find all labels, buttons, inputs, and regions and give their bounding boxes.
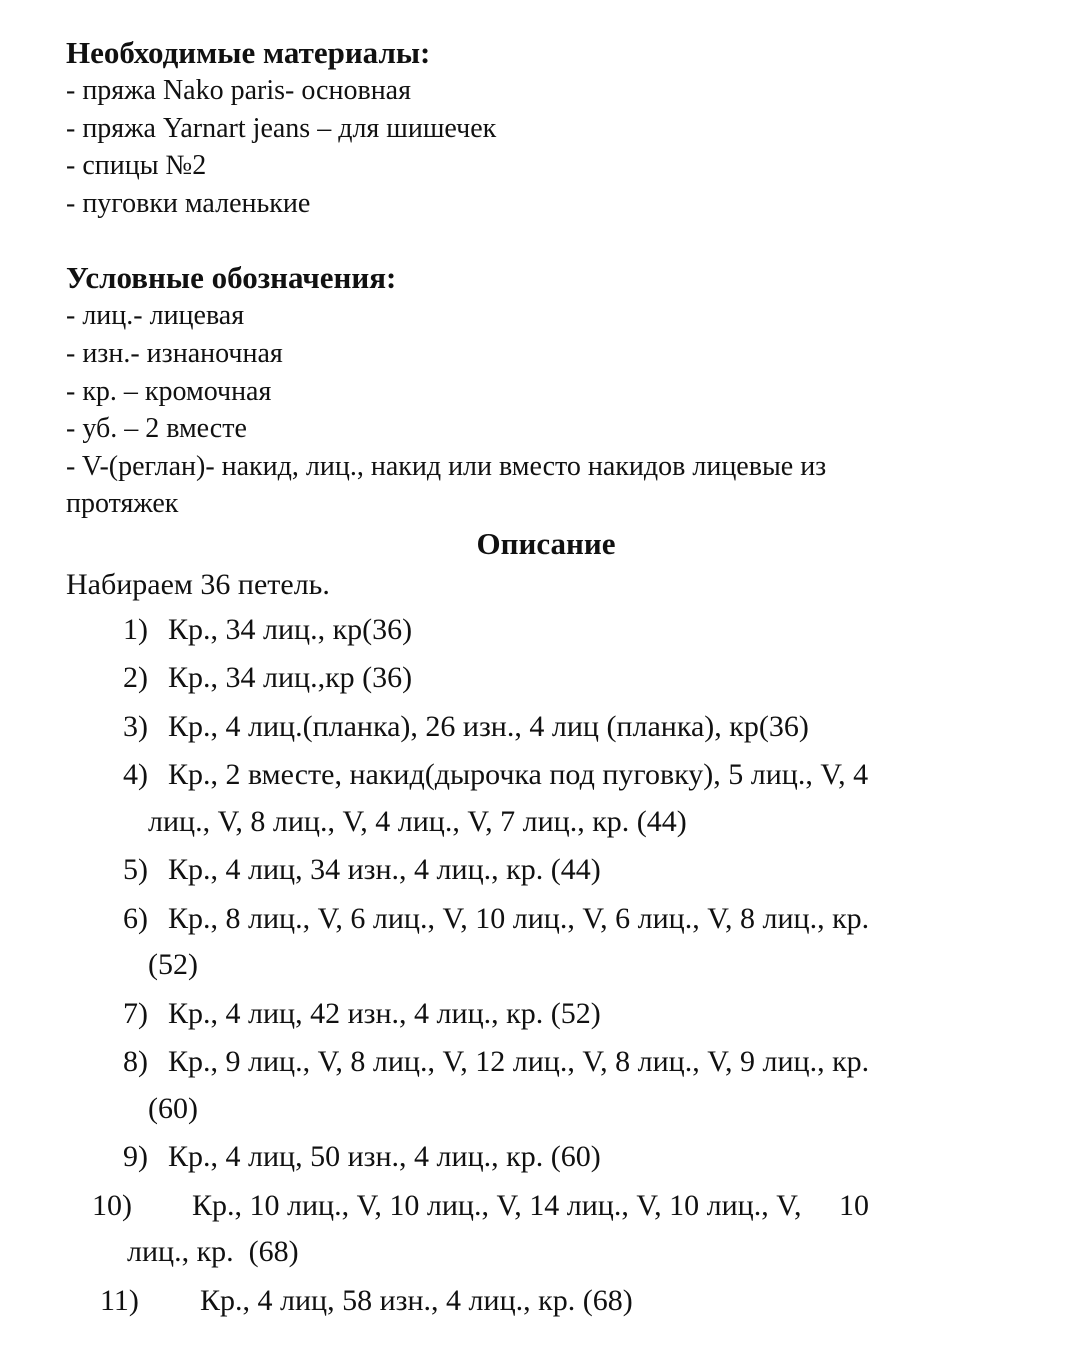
- step-number: 1): [123, 612, 148, 646]
- step-number: 6): [123, 901, 148, 935]
- step-number: 8): [123, 1045, 148, 1079]
- steps-list: [66, 607, 1026, 1325]
- step-text: Кр., 10 лиц., V, 10 лиц., V, 14 лиц., V, 10 лиц., V, 10: [192, 1188, 870, 1222]
- step-text: Кр., 4 лиц, 58 изн., 4 лиц., кр. (68): [200, 1283, 633, 1317]
- step-text: Кр., 34 лиц., кр(36): [168, 612, 413, 646]
- description-intro: Набираем 36 петель.: [66, 567, 330, 601]
- step-item: [66, 704, 1026, 751]
- step-text: Кр., 9 лиц., V, 8 лиц., V, 12 лиц., V, 8 лиц., V, 9 лиц., кр.: [168, 1045, 870, 1079]
- step-number: 11): [100, 1283, 139, 1317]
- legend-item: протяжек: [66, 488, 179, 520]
- legend-item: - лиц.- лицевая: [66, 300, 245, 332]
- step-item: [66, 1183, 1026, 1276]
- step-number: 10): [92, 1188, 132, 1222]
- step-item: [66, 847, 1026, 894]
- step-number: 3): [123, 709, 148, 743]
- step-text: Кр., 8 лиц., V, 6 лиц., V, 10 лиц., V, 6 лиц., V, 8 лиц., кр.: [168, 901, 870, 935]
- step-item: [66, 991, 1026, 1038]
- step-text: Кр., 34 лиц.,кр (36): [168, 661, 413, 695]
- description-title: Описание: [476, 525, 616, 561]
- step-text-block: [148, 1039, 1026, 1132]
- step-text-block: [148, 752, 1026, 845]
- legend-heading: Условные обозначения:: [66, 260, 397, 296]
- materials-heading: Необходимые материалы:: [66, 35, 431, 70]
- step-text-continuation: лиц., кр. (68): [127, 1235, 299, 1269]
- step-text: Кр., 4 лиц, 34 изн., 4 лиц., кр. (44): [168, 853, 601, 887]
- legend-item: - изн.- изнаночная: [66, 337, 283, 369]
- document-page: [66, 34, 1026, 1326]
- materials-item: - спицы №2: [66, 150, 207, 182]
- legend-item: - уб. – 2 вместе: [66, 413, 247, 445]
- step-item: [66, 1278, 1026, 1325]
- legend-item: - V-(реглан)- накид, лиц., накид или вместо накидов лицевые из: [66, 450, 827, 482]
- materials-item: - пряжа Nako paris- основная: [66, 75, 411, 106]
- step-item: [66, 655, 1026, 702]
- step-text: Кр., 4 лиц.(планка), 26 изн., 4 лиц (планка), кр(36): [168, 709, 809, 743]
- step-number: 5): [123, 853, 148, 887]
- step-text-block: [127, 1183, 1026, 1276]
- step-number: 9): [123, 1140, 148, 1174]
- materials-item: - пряжа Yarnart jeans – для шишечек: [66, 112, 497, 144]
- step-item: [66, 1134, 1026, 1181]
- materials-item: - пуговки маленькие: [66, 187, 311, 219]
- step-number: 4): [123, 758, 148, 792]
- legend-item: - кр. – кромочная: [66, 375, 272, 407]
- step-item: [66, 1039, 1026, 1132]
- step-item: [66, 752, 1026, 845]
- step-item: [66, 607, 1026, 654]
- step-text: Кр., 4 лиц, 50 изн., 4 лиц., кр. (60): [168, 1140, 601, 1174]
- step-text: Кр., 2 вместе, накид(дырочка под пуговку), 5 лиц., V, 4: [168, 758, 869, 792]
- step-number: 2): [123, 661, 148, 695]
- step-text-continuation: (52): [148, 948, 198, 982]
- step-item: [66, 896, 1026, 989]
- step-text-continuation: лиц., V, 8 лиц., V, 4 лиц., V, 7 лиц., кр. (44): [148, 804, 687, 838]
- step-text: Кр., 4 лиц, 42 изн., 4 лиц., кр. (52): [168, 996, 601, 1030]
- section-gap: [66, 222, 1026, 259]
- step-number: 7): [123, 996, 148, 1030]
- step-text-continuation: (60): [148, 1091, 198, 1125]
- step-text-block: [148, 896, 1026, 989]
